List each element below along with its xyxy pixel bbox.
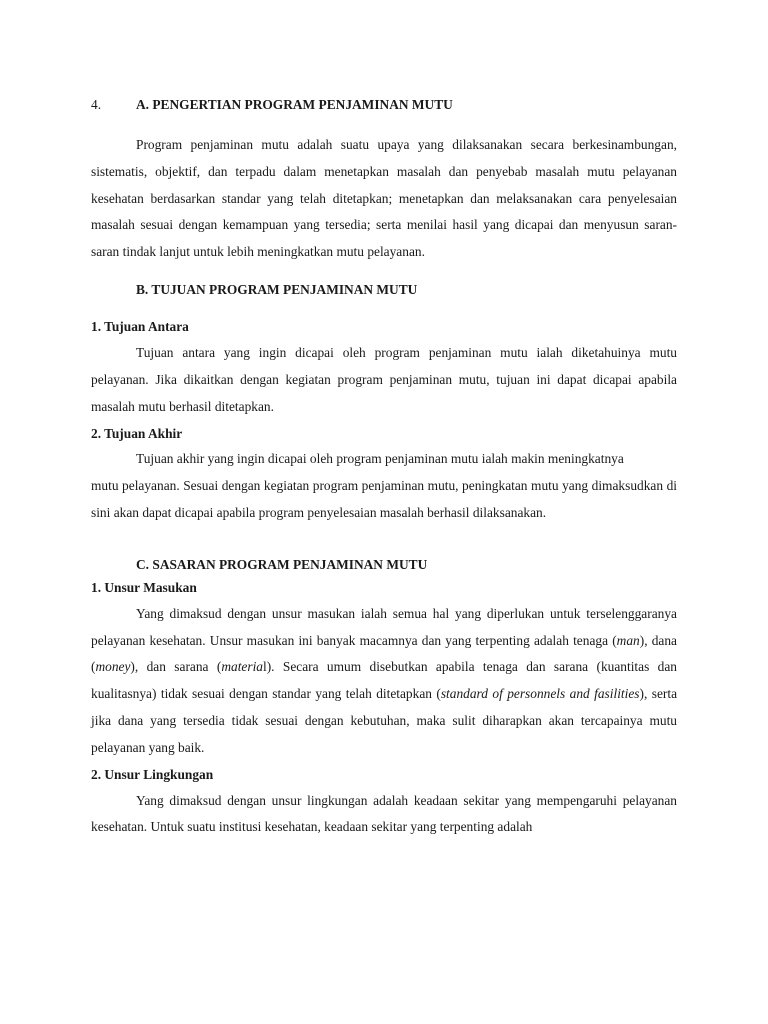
section-b-heading: B. TUJUAN PROGRAM PENJAMINAN MUTU bbox=[136, 281, 418, 297]
sub1-text-c: ), dan sarana ( bbox=[130, 659, 222, 675]
section-c-heading: C. SASARAN PROGRAM PENJAMINAN MUTU bbox=[136, 556, 428, 572]
section-number: 4. bbox=[91, 97, 102, 112]
section-b-sub2-text-line2: mutu pelayanan. Sesuai dengan kegiatan program penjaminan mutu, peningkatan mutu yang dimaksudkan di sini akan dapat dicapai apabila program penyelesaian masalah berhasil dilaksanakan. bbox=[91, 478, 677, 520]
section-b-sub1-text: Tujuan antara yang ingin dicapai oleh program penjaminan mutu ialah diketahuinya mutu pelayanan. Jika dikaitkan dengan kegiatan program penjaminan mutu, tujuan ini dapat dicapai apabila masalah mutu berhasil ditetapkan. bbox=[91, 344, 677, 414]
section-c-sub1-text bbox=[91, 601, 677, 762]
em-money: money bbox=[95, 659, 131, 675]
em-material: materia bbox=[221, 659, 263, 675]
section-b-sub1-title: 1. Tujuan Antara bbox=[91, 318, 189, 334]
sub1-text-a: Yang dimaksud dengan unsur masukan ialah semua hal yang diperlukan untuk terselenggaranya pelayanan kesehatan. Unsur masukan ini banyak macamnya dan yang terpenting adalah tenaga ( bbox=[91, 605, 677, 648]
sub1-text-d: l). Secara umum disebutkan apabila tenaga dan sarana (kuantitas dan kualitasnya) tidak sesuai dengan standar yang telah ditetapkan ( bbox=[91, 659, 677, 702]
section-c-sub2-text: Yang dimaksud dengan unsur lingkungan adalah keadaan sekitar yang mempengaruhi pelayanan kesehatan. Untuk suatu institusi kesehatan, keadaan sekitar yang terpenting adalah bbox=[91, 792, 677, 835]
section-a-heading: A. PENGERTIAN PROGRAM PENJAMINAN MUTU bbox=[136, 97, 453, 112]
sub1-text-b: ), dana ( bbox=[91, 632, 677, 675]
section-c-sub1-title: 1. Unsur Masukan bbox=[91, 579, 197, 595]
section-b-sub2-text-line1: Tujuan akhir yang ingin dicapai oleh program penjaminan mutu ialah makin meningkatnya bbox=[136, 451, 624, 467]
section-a-paragraph: Program penjaminan mutu adalah suatu upaya yang dilaksanakan secara berkesinambungan, sistematis, objektif, dan terpadu dalam menetapkan masalah dan penyebab masalah mutu pelayanan kesehatan berdasarkan standar yang telah ditetapkan; menetapkan dan melaksanakan cara penyelesaian masalah sesuai dengan kemampuan yang tersedia; serta menilai hasil yang dicapai dan menyusun saran-saran tindak lanjut untuk lebih meningkatkan mutu pelayanan. bbox=[91, 137, 677, 260]
em-standard: standard of personnels and fasilities bbox=[440, 686, 640, 702]
section-a-heading-line bbox=[91, 95, 677, 115]
section-c-sub2-title: 2. Unsur Lingkungan bbox=[91, 766, 214, 782]
section-b-sub2-title: 2. Tujuan Akhir bbox=[91, 426, 183, 442]
sub1-text-e: ), serta jika dana yang tersedia tidak sesuai dengan kebutuhan, maka sulit diharapkan akan tercapainya mutu pelayanan yang baik. bbox=[91, 686, 678, 755]
em-man: man bbox=[616, 632, 640, 648]
